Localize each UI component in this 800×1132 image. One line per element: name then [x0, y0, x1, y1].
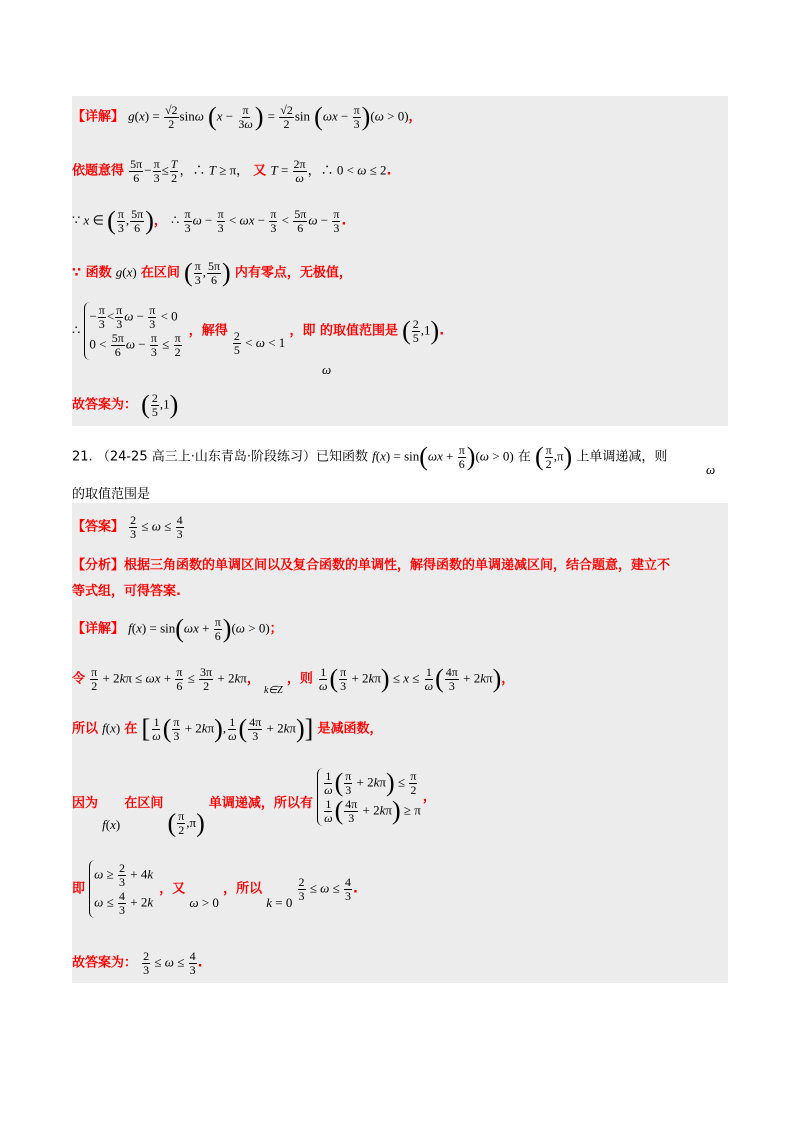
detail-line-4: ∵ 函数 g(x) 在区间 ( $\frac{\pi}{3}$ , $\frac{5\pi}{6}$ ) 内有零点，无极值， — [72, 258, 352, 288]
detail-label: 【详解】 — [72, 109, 125, 125]
detail-line-5: ∴ − $\frac{\pi}{3}$ < $\frac{\pi}{3}$ ω − $\frac{\pi}{3}$ < 0 0 < $\frac{5\pi}{6}$ ω − $\frac{\pi}{3}$ ≤ $\frac{\pi}{2}$ ，解得 $\frac{2}{5}$ < ω < 1 ，即 的取值范围是 ( $\frac{2}{5}$ ,1). — [72, 303, 445, 359]
answer-line-prev: 故答案为： ( $\frac{2}{5}$ ,1) — [72, 390, 179, 420]
question-21: 21. （24-25 高三上·山东青岛·阶段练习）已知函数 f(x) = sin(ωx + $\frac{\pi}{6}$ )(ω > 0) 在 ( $\frac{\pi}{2}$ ,π) 上单调递减，则 — [72, 442, 668, 472]
detail-q21-1: 【详解】 f(x) = sin(ωx + $\frac{\pi}{6}$ )(ω > 0)； — [72, 614, 283, 644]
detail-q21-3: 所以 f(x) 在 [ $\frac{1}{\omega}$ ( $\frac{\pi}{3}$ + 2kπ), $\frac{1}{\omega}$ ( $\frac{4\pi}{3}$ + 2kπ)] 是减函数， — [72, 714, 383, 744]
detail-line-3: ∵ x ∈ ( $\frac{\pi}{3}$ , $\frac{5\pi}{6}$ )， ∴ $\frac{\pi}{3}$ ω − $\frac{\pi}{3}$ < ωx − $\frac{\pi}{3}$ < $\frac{5\pi}{6}$ ω − $\frac{\pi}{3}$ . — [72, 206, 347, 236]
detail-q21-5: 即 ω ≥ $\frac{2}{3}$ + 4k ω ≤ $\frac{4}{3}$ + 2k ，又 ω > 0 ，所以 k = 0 $\frac{2}{3}$ ≤ ω ≤ $\frac{4}{3}$ . — [72, 861, 358, 917]
analysis-line: 【分析】根据三角函数的单调区间以及复合函数的单调性，解得函数的单调递减区间，结合题意，建立不 — [72, 558, 671, 573]
omega-inline: ω — [322, 362, 332, 377]
detail-line-2: 依题意得 $\frac{5\pi}{6}$ − $\frac{\pi}{3}$ ≤ $\frac{T}{2}$ ，∴ T ≥ π， 又 T = $\frac{2\pi}{\omega}$ ，∴ 0 < ω ≤ 2. — [72, 157, 392, 185]
question-21-line2: 的取值范围是 — [72, 487, 151, 502]
detail-q21-4: 因为 f(x) 在区间 ( $\frac{\pi}{2}$ ,π) 单调递减，所以有 $\frac{1}{\omega}$ ( $\frac{\pi}{3}$ + 2kπ) ≤ $\frac{\pi}{2}$ $\frac{1}{\omega}$ ( $\frac{4\pi}{3}$ + 2kπ) ≥ π ， — [72, 768, 436, 838]
detail-line-1: 【详解】 g(x) = $\frac{√2}{2}$ sinω (x − $\frac{\pi}{3\omega}$ ) = $\frac{√2}{2}$ sin (ωx − $\frac{\pi}{3}$ )(ω > 0)， — [72, 102, 422, 132]
detail-q21-2: 令 $\frac{\pi}{2}$ + 2kπ ≤ ωx + $\frac{\pi}{6}$ ≤ $\frac{3\pi}{2}$ + 2kπ， $_{k\in Z}$ ，则 $\frac{1}{\omega}$ ( $\frac{\pi}{3}$ + 2kπ) ≤ x ≤ $\frac{1}{\omega}$ ( $\frac{4\pi}{3}$ + 2kπ)， — [72, 664, 515, 696]
omega-q21: ω — [706, 462, 716, 477]
answer-line: 【答案】 $\frac{2}{3}$ ≤ ω ≤ $\frac{4}{3}$ — [72, 513, 183, 541]
answer-line-q21: 故答案为： $\frac{2}{3}$ ≤ ω ≤ $\frac{4}{3}$ . — [72, 949, 203, 977]
analysis-line-2: 等式组，可得答案. — [72, 584, 181, 599]
